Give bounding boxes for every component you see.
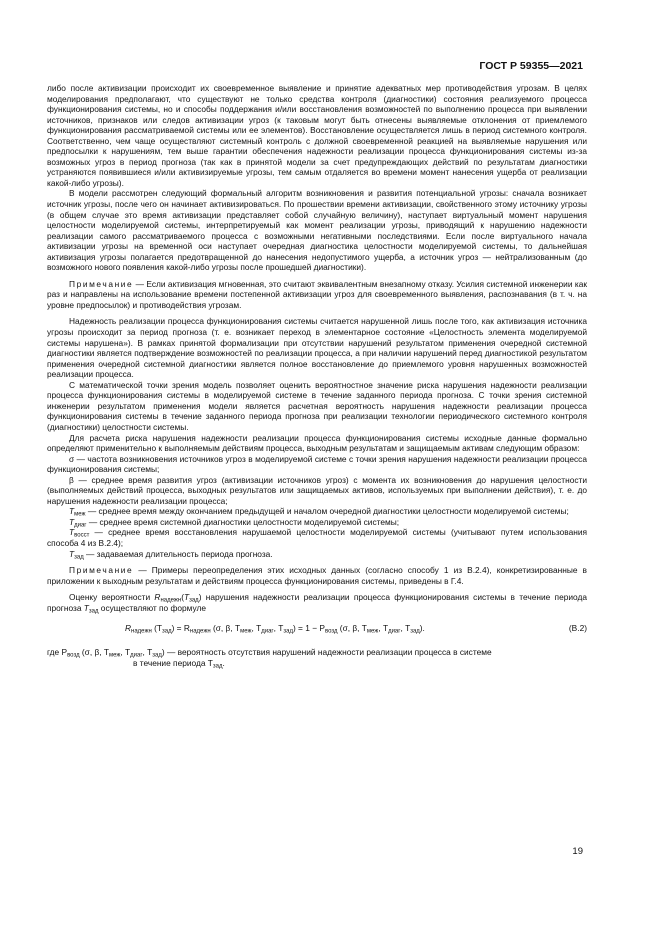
formula-number: (В.2)	[568, 623, 587, 634]
formula-expression: $R_{надежн}$ $(T_{зад}) = R_{надежн}$ (σ, β, $T_{меж}$, $T_{диаг}$, $T_{зад}) = 1 - P_{возд}$ (σ, β, $T_{меж}$, $T_{диаг}$, $T_{зад}$).	[125, 623, 425, 635]
term-t-vosst: $T_{восст}$ — среднее время восстановления нарушаемой целостности моделируемой системы (учитывают путем использования способа 4 из В.2.4);	[47, 527, 587, 548]
term-t-mezh: $T_{меж}$ — среднее время между окончанием предыдущей и началом очередной диагностики целостности моделируемой системы;	[69, 506, 569, 518]
note-label: Примечание	[69, 565, 134, 576]
where-line-1: где $P_{возд}$ (σ, β, $T_{меж}$, $T_{диаг}$, $T_{зад}$) — вероятность отсутствия нарушений надежности реализации процесса в системе	[47, 647, 492, 659]
note-1	[47, 279, 587, 311]
formula-b2	[47, 623, 587, 637]
paragraph-reliability: Надежность реализации процесса функционирования системы считается нарушенной лишь после того, как активизация источника угрозы происходит за период прогноза (т. е. возникает переход в элементарное состояние «Целостность элемента моделируемой системы нарушена»). В рамках принятой формализации при отсутствии нарушений результатом применения очередной системной диагностики является подтверждение возможностей по реализации процесса, а при наличии нарушений перед диагностикой результатом применения очередной системной диагностики является полное восстановление до приемлемого уровня нарушенных возможностей реализации процесса.	[47, 316, 587, 380]
formula-where	[47, 647, 587, 668]
paragraph-math: С математической точки зрения модель позволяет оценить вероятностное значение риска нарушения надежности реализации процесса функционирования системы в моделируемой системе в течение заданного периода прогноза. С точки зрения системной инженерии результатом применения модели является расчетная вероятность нарушения надежности реализации процесса функционирования системы в течение заданного периода прогноза при реализации технологии периодического системного контроля (диагностики) целостности системы.	[47, 379, 587, 432]
standard-header: ГОСТ Р 59355—2021	[479, 60, 583, 72]
paragraph-estimate: Оценку вероятности $R_{надежн}(T_{зад})$ нарушения надежности реализации процесса функционирования системы в течение периода прогноза $T_{зад}$ осуществляют по формуле	[47, 592, 587, 615]
note-text: — Примеры переопределения этих исходных данных (согласно способу 1 из В.2.4), конкретизированные в приложении к выходным результатам и действиям процесса функционирования системы, приведены в Г.4.	[47, 565, 587, 586]
term-beta: β — среднее время развития угроз (активизации источников угроз) с момента их возникновения до нарушения целостности (выполняемых действий процесса, выходных результатов или защищаемых активов, используемых при выполнении действия), т. е. до нарушения надежности реализации процесса;	[47, 474, 587, 506]
paragraph-input-data: Для расчета риска нарушения надежности реализации процесса функционирования системы исходные данные формально определяют применительно к выполняемым действиям процесса, выходным результатам и защищаемым активам следующим образом:	[47, 432, 587, 454]
where-line-2: в течение периода $T_{зад}$.	[133, 657, 225, 670]
note-text: — Если активизация мгновенная, это считают эквивалентным внезапному отказу. Усилия системной инженерии как раз и направлены на использование времени постепенной активизации угроз для своевременного выявления, распознавания (в т. ч. на уровне предпосылок) и противодействия угрозам.	[47, 278, 587, 310]
term-sigma: σ — частота возникновения источников угроз в моделируемой системе с точки зрения нарушения надежности реализации процесса функционирования системы;	[47, 453, 587, 475]
note-label: Примечание	[69, 278, 134, 289]
note-2	[47, 565, 587, 586]
term-t-zad: $T_{зад}$ — задаваемая длительность периода прогноза.	[69, 548, 273, 561]
page-number: 19	[572, 846, 583, 857]
paragraph-model-algorithm: В модели рассмотрен следующий формальный алгоритм возникновения и развития потенциальной угрозы: сначала возникает источник угрозы, после чего он начинает активизироваться. По прошествии времени активизации, свойственного этому источнику угрозы (в общем случае это время активизации представляет собой случайную величину), наступает виртуальный момент нарушения целостности моделируемой системы, интерпретируемый как момент реализации угрозы, приводящий к нарушению надежности реализации самого рассматриваемого процесса с возможными негативными последствиями. Если после виртуального начала активизации угрозы на временной оси наступает очередная диагностика целостности моделируемой системы, то дальнейшая активизация угрозы полагается предотвращенной до нанесения недопустимого ущерба, а источник угроз — нейтрализованным (до возможного нового появления какой-либо угрозы после прошедшей диагностики).	[47, 188, 587, 273]
paragraph-continuation: либо после активизации происходит их своевременное выявление и принятие адекватных мер противодействия угрозам. В целях моделирования предполагают, что существуют не только средства контроля (диагностики) состояния реализуемого процесса функционирования системы, но и способы поддержания и/или восстановления возможностей по выполнению процесса при выявлении источников, признаков или следов активизации угроз (к таковым могут быть отнесены выявляемые отклонения от приемлемого функционирования рассматриваемой системы или ее элементов). Восстановление осуществляется лишь в период системного контроля. Соответственно, чем чаще осуществляют системный контроль с должной своевременной реакцией на выявляемые нарушения или предпосылки к нарушениям, тем выше гарантии обеспечения надежности реализации процесса функционирования системы из-за возможных угроз в период прогноза (так как в принятой модели за счет предупреждающих действий по результатам диагностики устраняются появившиеся и/или активизируемые угрозы, тем самым отдаляется во времени момент нанесения ущерба от реализации какой-либо угрозы).	[47, 83, 587, 188]
term-t-diag: $T_{диаг}$ — среднее время системной диагностики целостности моделируемой системы;	[69, 516, 400, 529]
document-body	[47, 83, 587, 668]
